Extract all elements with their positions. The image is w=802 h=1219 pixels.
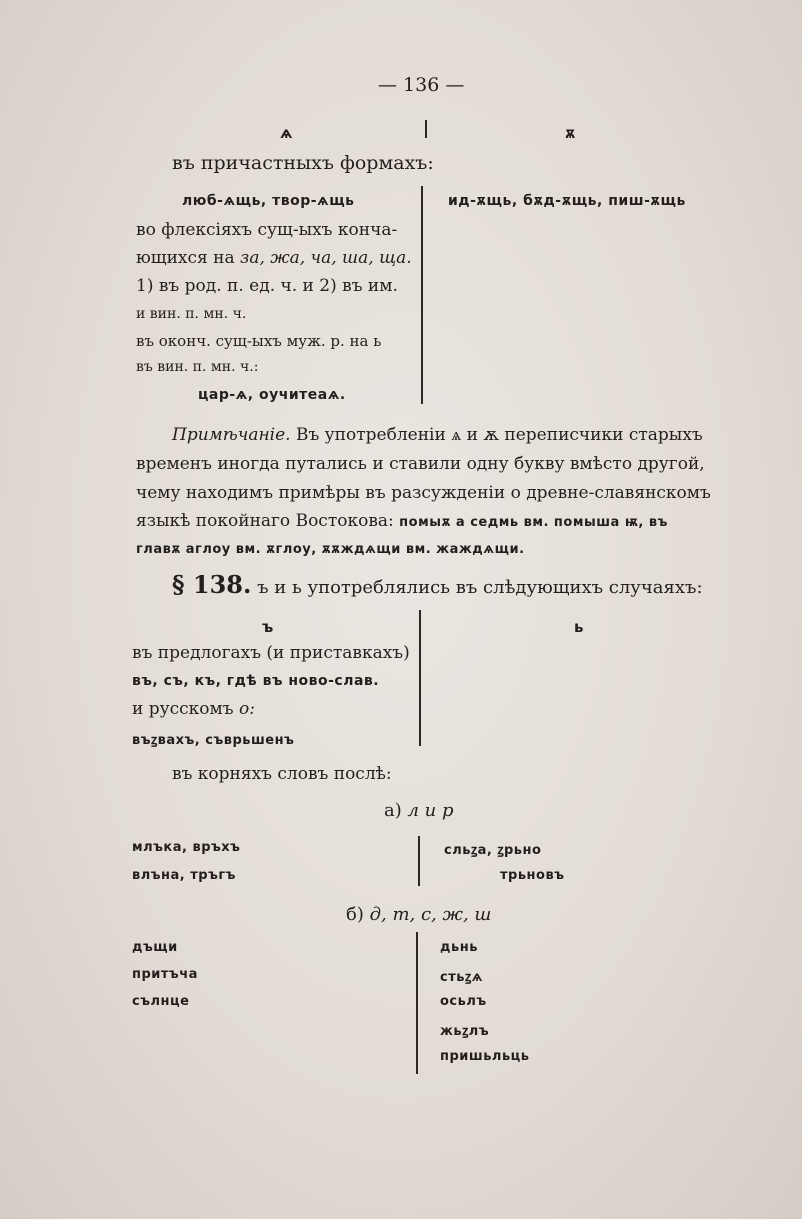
section-138-text: ъ и ь употреблялись въ слѣдующихъ случаяхъ: bbox=[251, 577, 703, 598]
column-divider-1 bbox=[421, 186, 423, 404]
ending-line-1: въ оконч. сущ-ыхъ муж. р. на ь bbox=[136, 332, 382, 350]
participle-examples: люб-ѧщь, твор-ѧщь bbox=[182, 193, 355, 209]
column-heading-right: ѫ bbox=[565, 124, 576, 142]
page-number: — 136 — bbox=[378, 74, 465, 96]
roots-intro: въ корняхъ словъ послѣ: bbox=[172, 764, 392, 784]
subsection-a-letters: л и р bbox=[407, 800, 454, 821]
column-divider-top bbox=[425, 120, 427, 138]
b-right-line-3: осьлъ bbox=[440, 994, 487, 1009]
note-line-5: главѫ аглоу вм. ѫглоу, ѫѫждѧщи вм. жаждѧщи. bbox=[136, 542, 525, 557]
noun-examples: цар-ѧ, оучитеаѧ. bbox=[198, 387, 346, 403]
note-line-1-text: Въ употребленіи ѧ и ѫ переписчики старыхъ bbox=[290, 425, 703, 445]
column-divider-3 bbox=[418, 836, 420, 886]
section-138-heading bbox=[172, 570, 703, 599]
b-left-line-3: сълнце bbox=[132, 994, 190, 1009]
letter-o: о: bbox=[238, 699, 255, 719]
flexion-line-2 bbox=[136, 248, 412, 268]
note-line-4-examples: помыѫ а седмь вм. помыша ѭ, въ bbox=[399, 515, 668, 530]
a-right-line-1: сльꙁа, ꙁрьно bbox=[444, 843, 542, 858]
a-left-line-1: млъка, връхъ bbox=[132, 840, 241, 855]
prepositions-line-3-text: и русскомъ bbox=[132, 699, 239, 719]
yer-heading-right: ь bbox=[574, 618, 584, 636]
case-line-2: и вин. п. мн. ч. bbox=[136, 306, 247, 322]
flexion-line-1: во флексіяхъ сущ-ыхъ конча- bbox=[136, 220, 398, 240]
b-right-line-2: стьꙁѧ bbox=[440, 970, 483, 985]
b-right-line-4: жьꙁлъ bbox=[440, 1024, 490, 1039]
column-divider-2 bbox=[419, 610, 421, 746]
prepositions-line-3 bbox=[132, 699, 255, 719]
note-line-4 bbox=[136, 511, 668, 531]
section-number: § 138. bbox=[172, 570, 252, 599]
a-left-line-2: влъна, тръгъ bbox=[132, 868, 236, 883]
subsection-b-label: б) bbox=[346, 904, 370, 925]
note-line-1 bbox=[172, 425, 703, 445]
b-left-line-2: притъча bbox=[132, 967, 198, 982]
prepositions-examples: въꙁвахъ, съврьшенъ bbox=[132, 733, 295, 748]
b-right-line-5: пришьльць bbox=[440, 1049, 530, 1064]
yer-heading-left: ъ bbox=[262, 618, 274, 636]
prepositions-line-2: въ, съ, къ, гдѣ въ ново-слав. bbox=[132, 673, 380, 689]
column-divider-4 bbox=[416, 932, 418, 1074]
subsection-a-label: а) bbox=[384, 800, 408, 821]
flexion-endings: за, жа, ча, ша, ща. bbox=[240, 248, 412, 268]
column-heading-left: ѧ bbox=[280, 124, 293, 142]
participle-intro: въ причастныхъ формахъ: bbox=[172, 152, 434, 174]
note-line-3: чему находимъ примѣры въ разсужденіи о древне-славянскомъ bbox=[136, 483, 711, 503]
flexion-line-2-text: ющихся на bbox=[136, 248, 241, 268]
b-right-line-1: дьнь bbox=[440, 940, 478, 955]
prepositions-line-1: въ предлогахъ (и приставкахъ) bbox=[132, 643, 410, 663]
a-right-line-2: трьновъ bbox=[500, 868, 565, 883]
note-line-4-text: языкѣ покойнаго Востокова: bbox=[136, 511, 400, 531]
case-line-1: 1) въ род. п. ед. ч. и 2) въ им. bbox=[136, 276, 398, 296]
subsection-a bbox=[384, 800, 454, 821]
subsection-b bbox=[346, 904, 491, 925]
b-left-line-1: дъщи bbox=[132, 940, 178, 955]
participle-examples-right: ид-ѫщь, бѫд-ѫщь, пиш-ѫщь bbox=[448, 193, 686, 209]
subsection-b-letters: д, т, с, ж, ш bbox=[369, 904, 492, 925]
note-label: Примѣчаніе. bbox=[172, 425, 291, 445]
ending-line-2: въ вин. п. мн. ч.: bbox=[136, 359, 259, 375]
note-line-2: временъ иногда путались и ставили одну букву вмѣсто другой, bbox=[136, 454, 705, 474]
